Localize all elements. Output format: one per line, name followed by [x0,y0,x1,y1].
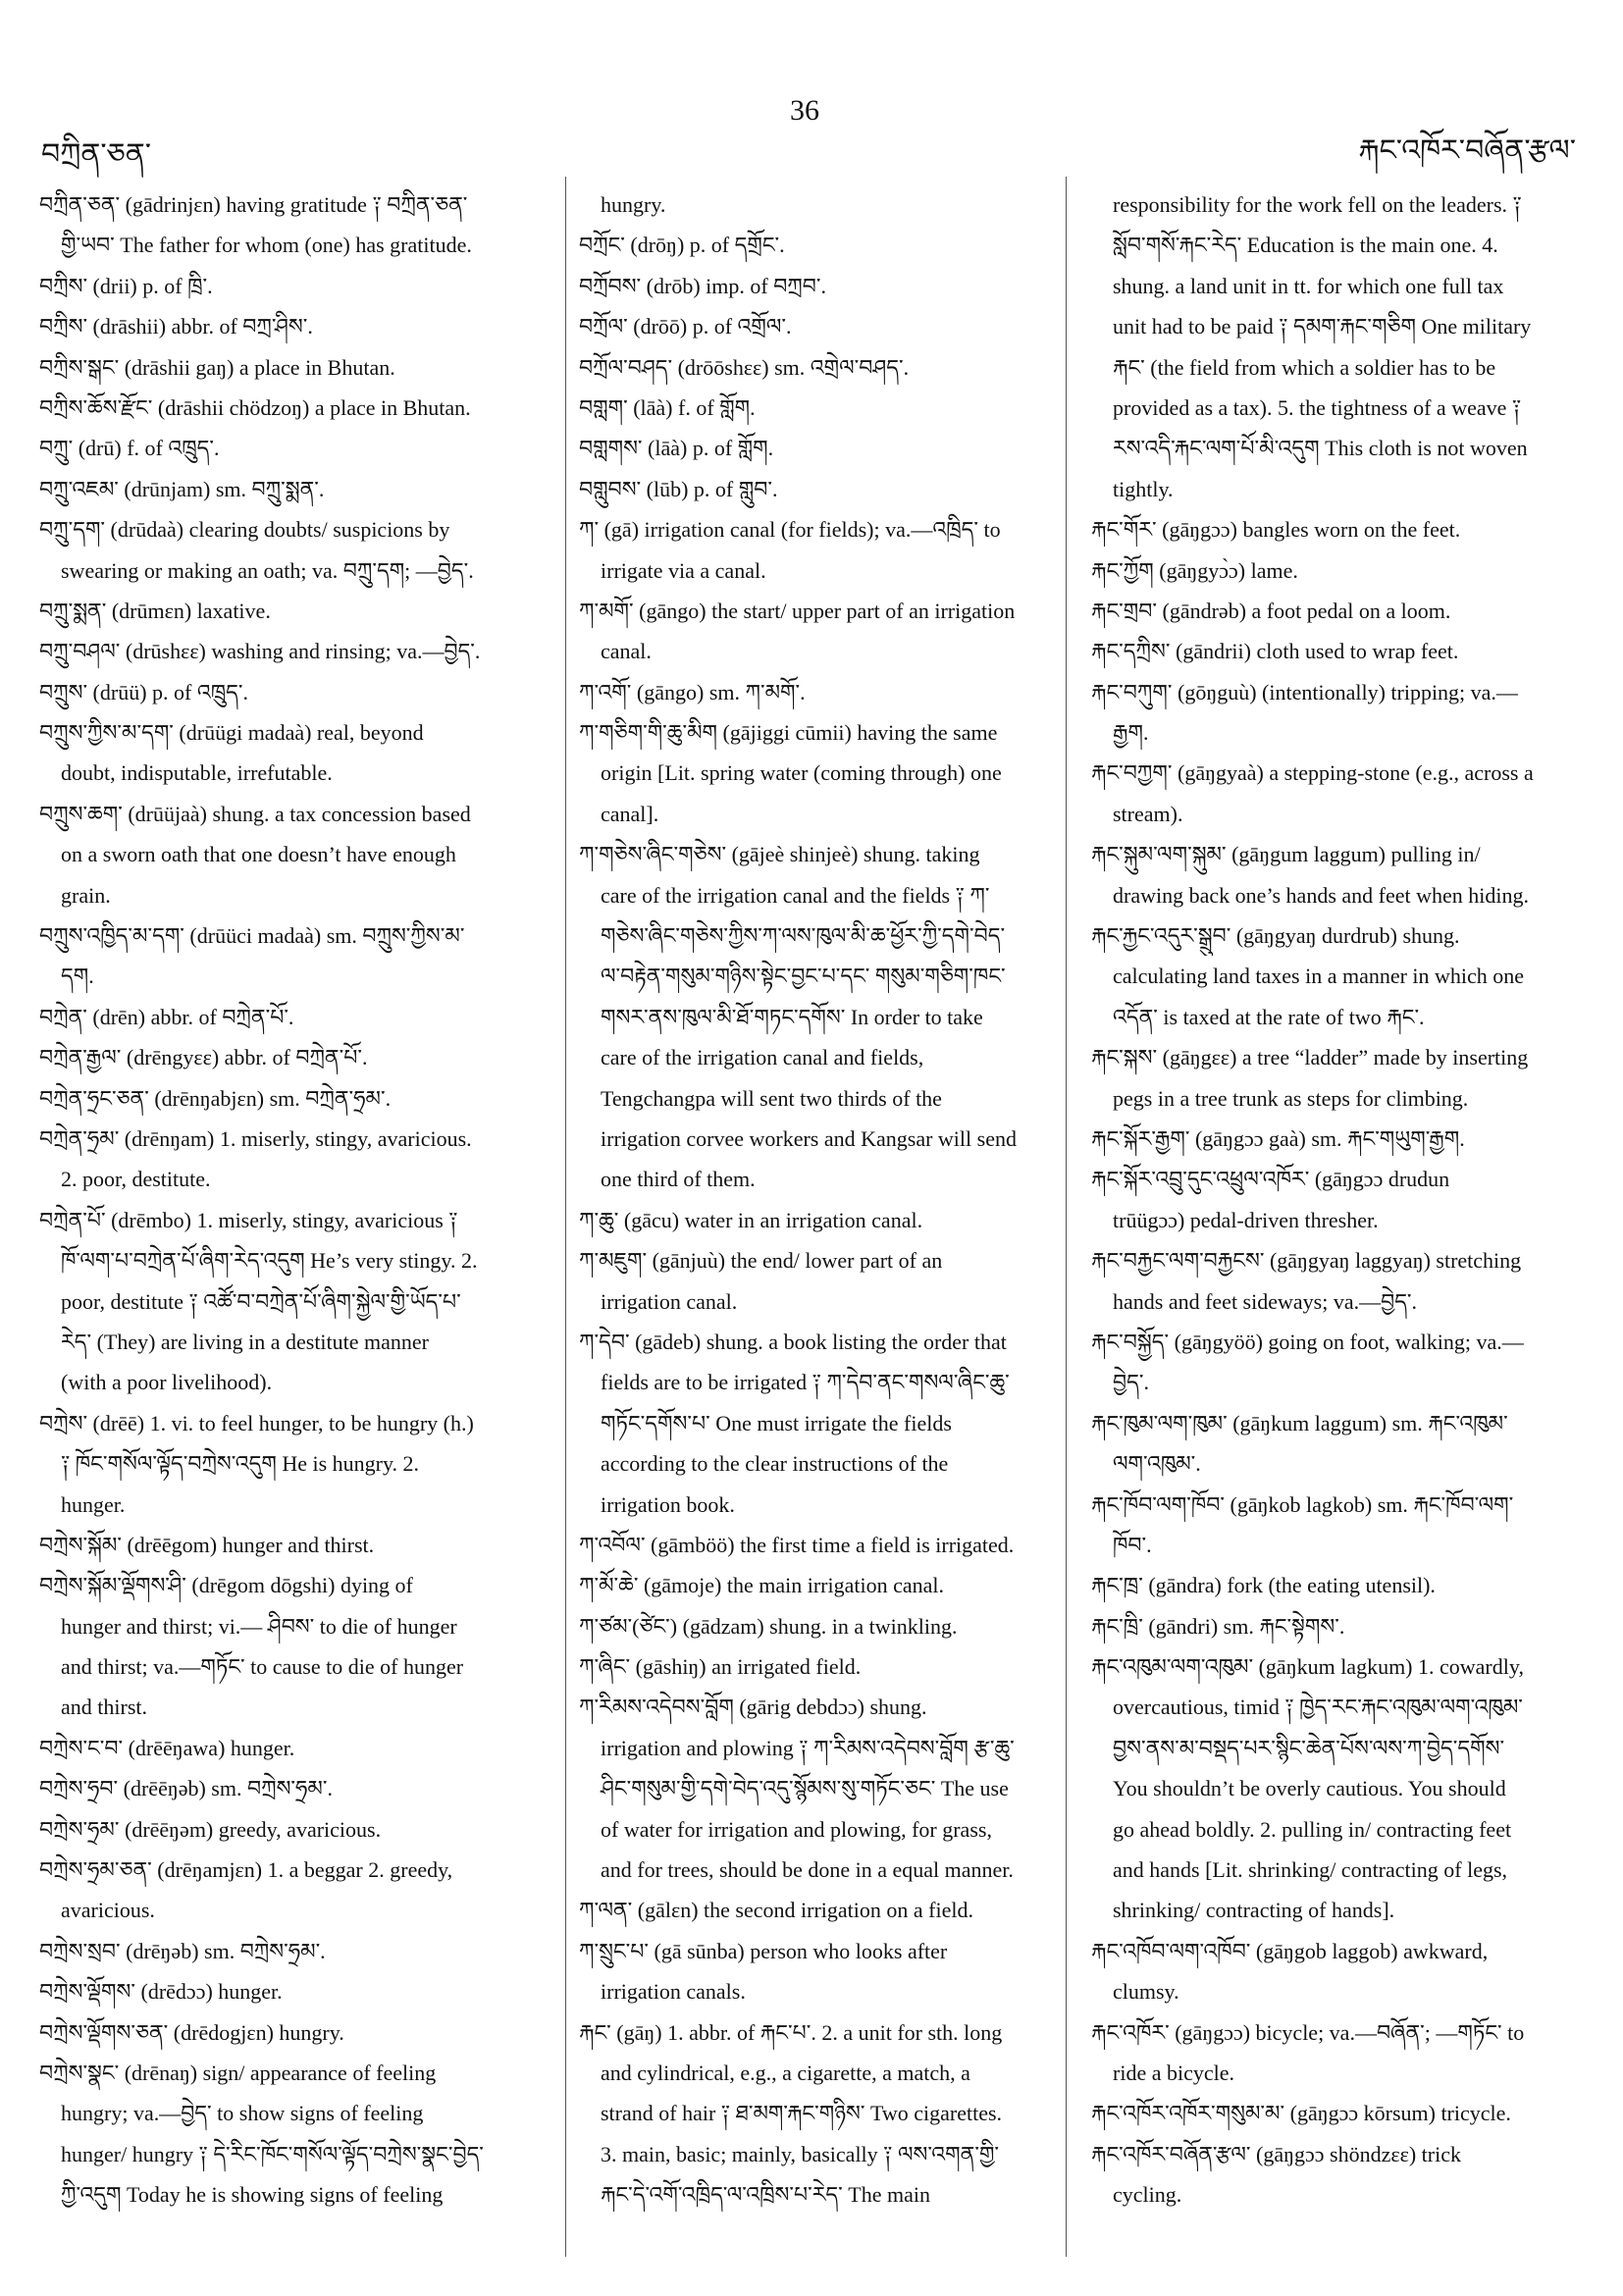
dictionary-line: རས་འདི་རྐང་ལག་པོ་མི་འདུག This cloth is not woven [1113,436,1528,461]
dictionary-line: བཀྲེས་ལྡོགས་ཅན་ (drēdogjɛn) hungry. [39,2019,344,2045]
dictionary-line: བཀྲུ་དག་ (drūdaà) clearing doubts/ suspicions by [39,517,450,543]
dictionary-line: ཀ་འགོ་ (gāngo) sm. ཀ་མགོ་. [579,679,806,704]
dictionary-line: poor, destitute ༑ འཚོ་བ་བཀྲེན་པོ་ཞིག་སྐྱེལ་གྱི་ཡོད་པ་ [61,1288,461,1314]
dictionary-line: fields are to be irrigated ༑ ཀ་དེབ་ནང་གསལ་ཞིང་ཆུ་ [601,1370,1010,1395]
dictionary-line: རྐང་དེ་འགོ་འཁྲིད་ལ་འཁྲིས་པ་རེད་ The main [601,2182,930,2208]
dictionary-line: རྐང་འཁོར་བཞོན་རྩལ་ (gāŋgɔɔ shöndzɛɛ) trick [1091,2141,1461,2166]
column-divider [565,177,566,2257]
dictionary-line: ལ་བརྟེན་གསུམ་གཉིས་སྟེང་བྱང་པ་དང་ གསུམ་གཅིག་ཁང་ [601,964,1006,989]
dictionary-line: བཀྲིས་ (drii) p. of ཁྲི་. [39,273,213,298]
dictionary-line: ride a bicycle. [1113,2060,1234,2085]
dictionary-line: cycling. [1113,2182,1182,2208]
dictionary-line: ཀ་ (gā) irrigation canal (for fields); va.—འཁྲིད་ to [579,517,1001,543]
dictionary-line: swearing or making an oath; va. བཀྲུ་དག; —བྱེད་. [61,557,474,583]
dictionary-line: རྐང་ཁྲི་ (gāndri) sm. རྐང་སྟེགས་. [1091,1613,1345,1639]
dictionary-line: on a sworn oath that one doesn’t have enough [61,842,456,867]
dictionary-line: origin [Lit. spring water (coming through) one [601,760,1002,786]
dictionary-line: shung. a land unit in tt. for which one full tax [1113,273,1504,298]
dictionary-line: hands and feet sideways; va.—བྱེད་. [1113,1288,1418,1314]
dictionary-line: and thirst. [61,1695,147,1720]
dictionary-line: ཀ་གཅིག་གི་ཆུ་མིག (gājiggi cūmii) having the same [579,720,998,746]
dictionary-line: provided as a tax). 5. the tightness of a weave ༑ [1113,394,1522,420]
dictionary-line: རྐང་སྐུམ་ལག་སྐུམ་ (gāŋgum laggum) pulling in/ [1091,842,1481,867]
dictionary-line: care of the irrigation canal and fields, [601,1045,924,1070]
dictionary-line: ཤིང་གསུམ་གྱི་དགེ་བེད་འདུ་སྙོམས་སུ་གཏོང་ཅང་ The use [601,1776,1009,1801]
dictionary-line: hungry; va.—བྱེད་ to show signs of feeling [61,2101,424,2126]
dictionary-line: irrigation canals. [601,1979,746,2005]
page-number: 36 [790,94,819,127]
dictionary-line: བཀྲེན་ཧྲམ་ (drēnŋam) 1. miserly, stingy, avaricious. [39,1125,472,1151]
dictionary-line: hungry. [601,192,666,217]
dictionary-line: (with a poor livelihood). [61,1370,273,1395]
dictionary-line: རྐང་བརྐྱང་ལག་བརྐྱངས་ (gāŋgyaŋ laggyaŋ) stretching [1091,1248,1522,1274]
dictionary-line: ཀ་འབོལ་ (gāmböö) the first time a field is irrigated. [579,1532,1015,1557]
dictionary-line: རྐང་གོར་ (gāŋgɔɔ) bangles worn on the feet. [1091,517,1461,543]
dictionary-line: རྐང་སྐས་ (gāŋgɛɛ) a tree “ladder” made by inserting [1091,1045,1529,1070]
dictionary-line: བཀྲེན་རྒྱལ་ (drēngyɛɛ) abbr. of བཀྲེན་པོ་. [39,1045,368,1070]
dictionary-line: བགླག་ (lāà) f. of གློག. [579,394,756,420]
dictionary-line: རྐང་འཁོབ་ལག་འཁོབ་ (gāŋgob laggob) awkward, [1091,1938,1489,1963]
dictionary-line: strand of hair ༑ ཐ་མག་རྐང་གཉིས་ Two cigarettes. [601,2101,1003,2126]
dictionary-line: irrigation and plowing ༑ ཀ་རིམས་འདེབས་བློག རྩ་ཆུ་ [601,1735,1015,1760]
dictionary-line: of water for irrigation and plowing, for grass, [601,1816,992,1842]
dictionary-line: stream). [1113,801,1183,826]
dictionary-line: བཀྲིན་ཅན་ (gādrinjɛn) having gratitude ༑ བཀྲིན་ཅན་ [39,192,468,217]
dictionary-line: བཀྲོལ་བཤད་ (drōōshɛɛ) sm. འགྲེལ་བཤད་. [579,354,910,380]
dictionary-line: go ahead boldly. 2. pulling in/ contracting feet [1113,1816,1512,1842]
dictionary-line: avaricious. [61,1898,155,1923]
dictionary-line: གྱི་ཡབ་ The father for whom (one) has gratitude. [61,233,472,258]
dictionary-line: unit had to be paid ༑ དམག་རྐང་གཅིག One military [1113,314,1532,339]
dictionary-line: irrigation canal. [601,1288,738,1314]
dictionary-line: trūügɔɔ) pedal-driven thresher. [1113,1207,1379,1232]
dictionary-line: hunger. [61,1491,126,1517]
dictionary-line: དག. [61,964,94,989]
dictionary-line: རྐང་ཁྲ་ (gāndra) fork (the eating utensil). [1091,1573,1436,1598]
dictionary-line: རེད་ (They) are living in a destitute manner [61,1329,429,1354]
dictionary-line: བཀྲེས་ང་བ་ (drēēŋawa) hunger. [39,1735,295,1760]
dictionary-line: བཀྲུ་བཤལ་ (drūshɛɛ) washing and rinsing; va.—བྱེད་. [39,639,481,664]
dictionary-line: རྐང་རྐྱང་འདུར་སྒྲུབ་ (gāŋgyaŋ durdrub) shung. [1091,923,1460,949]
dictionary-line: irrigation book. [601,1491,735,1517]
dictionary-line: according to the clear instructions of the [601,1451,949,1477]
dictionary-line: ཀ་གཅེས་ཞིང་གཅེས་ (gājeè shinjeè) shung. taking [579,842,980,867]
dictionary-line: ཁོབ་. [1113,1532,1152,1557]
dictionary-line: བཀྲེས་ཧྲབ་ (drēēŋəb) sm. བཀྲེས་ཧྲམ་. [39,1776,333,1801]
dictionary-line: and hands [Lit. shrinking/ contracting of legs, [1113,1857,1508,1883]
dictionary-line: calculating land taxes in a manner in which one [1113,964,1525,989]
dictionary-line: གཅེས་ཞིང་གཅེས་ཀྱིས་ཀ་ལས་ཁུལ་མི་ཆ་ཕྱོར་ཀྱི་དགེ་བེད་ [601,923,1006,949]
dictionary-line: བཀྲིས་ཆོས་རྫོང་ (drāshii chödzoŋ) a place in Bhutan. [39,394,471,420]
dictionary-line: བཀྲེས་ལྡོགས་ (drēdɔɔ) hunger. [39,1979,283,2005]
dictionary-line: ཀ་མགོ་ (gāngo) the start/ upper part of an irrigation [579,598,1016,623]
dictionary-line: རྐང་བསྐྱོད་ (gāŋgyöö) going on foot, walking; va.— [1091,1329,1524,1354]
dictionary-line: བཀྲོབས་ (drōb) imp. of བཀྲབ་. [579,273,827,298]
dictionary-line: བཀྲེས་ཧྲམ་ (drēēŋəm) greedy, avaricious. [39,1816,382,1842]
dictionary-line: ཀ་སྲུང་པ་ (gā sūnba) person who looks after [579,1938,948,1963]
dictionary-line: responsibility for the work fell on the leaders. ༑ [1113,192,1522,217]
dictionary-line: བཀྲུ་འཇམ་ (drūnjam) sm. བཀྲུ་སྨན་. [39,476,325,501]
dictionary-line: རྐང་ཁུམ་ལག་ཁུམ་ (gāŋkum laggum) sm. རྐང་འཁུམ་ [1091,1410,1508,1435]
dictionary-line: བཀྲིས་སྒང་ (drāshii gaŋ) a place in Bhutan. [39,354,395,380]
dictionary-line: གཏོང་དགོས་པ་ One must irrigate the fields [601,1410,952,1435]
dictionary-line: ཀ་རིམས་འདེབས་བློག (gārig debdɔɔ) shung. [579,1695,927,1720]
page-header [0,94,1623,172]
dictionary-line: བཀྲུ་ (drū) f. of འཁྲུད་. [39,436,220,461]
dictionary-line: hunger and thirst; vi.— ཤིབས་ to die of hunger [61,1613,457,1639]
dictionary-line: canal]. [601,801,659,826]
dictionary-line: རྐང་བཀྱག་ (gāŋgyaà) a stepping-stone (e.g., across a [1091,760,1534,786]
dictionary-line: བཀྲེས་སྐོམ་ལྡོགས་ཤི་ (drēgom dōgshi) dying of [39,1573,413,1598]
dictionary-line: རྐང་སྐོར་རྒྱག་ (gāŋgɔɔ gaà) sm. རྐང་གཡུག་རྒྱག. [1091,1125,1465,1151]
dictionary-line: grain. [61,882,111,908]
dictionary-line: pegs in a tree trunk as steps for climbing. [1113,1085,1469,1111]
dictionary-line: ༑ ཁོང་གསོལ་ལྟོད་བཀྲེས་འདུག He is hungry. 2. [61,1451,420,1477]
dictionary-line: བཀྲེས་སྣང་ (drēnaŋ) sign/ appearance of feeling [39,2060,437,2085]
dictionary-line: བཀྲེས་སྐོམ་ (drēēgom) hunger and thirst. [39,1532,375,1557]
dictionary-line: ཀ་ཆུ་ (gācu) water in an irrigation canal. [579,1207,923,1232]
dictionary-line: doubt, indisputable, irrefutable. [61,760,333,786]
dictionary-line: and for trees, should be done in a equal manner. [601,1857,1014,1883]
dictionary-line: བཀྲུས་ (drūü) p. of འཁྲུད་. [39,679,248,704]
dictionary-line: བགླགས་ (lāà) p. of གློག. [579,436,774,461]
dictionary-line: 2. poor, destitute. [61,1167,211,1192]
column-1 [39,184,557,2265]
dictionary-line: བཀྲེས་ཧྲམ་ཅན་ (drēŋamjɛn) 1. a beggar 2. greedy, [39,1857,453,1883]
dictionary-line: clumsy. [1113,1979,1179,2005]
dictionary-line: ཀ་མཇུག་ (gānjuù) the end/ lower part of an [579,1248,943,1274]
dictionary-line: བཀྲོང་ (drōŋ) p. of དགྲོང་. [579,233,785,258]
column-3 [1091,184,1590,2265]
dictionary-line: 3. main, basic; mainly, basically ༑ ལས་འགན་གྱི་ [601,2141,1000,2166]
dictionary-line: བཀྲིས་ (drāshii) abbr. of བཀྲ་ཤིས་. [39,314,313,339]
dictionary-line: ལག་འཁུམ་. [1113,1451,1201,1477]
dictionary-line: རྐང་དཀྲིས་ (gāndrii) cloth used to wrap feet. [1091,639,1459,664]
dictionary-line: རྐང་འཁུམ་ལག་འཁུམ་ (gāŋkum lagkum) 1. cowardly, [1091,1654,1524,1680]
dictionary-line: ཀ་མོ་ཆེ་ (gāmoje) the main irrigation canal. [579,1573,945,1598]
dictionary-line: one third of them. [601,1167,756,1192]
dictionary-line: བཀྲོལ་ (drōō) p. of འགྲོལ་. [579,314,792,339]
dictionary-line: བཀྲེས་སྲབ་ (drēŋəb) sm. བཀྲེས་ཧྲམ་. [39,1938,326,1963]
dictionary-line: བཀྲུ་སྨན་ (drūmɛn) laxative. [39,598,271,623]
dictionary-line: ཀྱི་འདུག Today he is showing signs of feeling [61,2182,444,2208]
dictionary-line: བཀྲུས་ཆག་ (drūüjaà) shung. a tax concession based [39,801,471,826]
dictionary-line: བཀྲེན་ཧྲང་ཅན་ (drēnŋabjɛn) sm. བཀྲེན་ཧྲམ་. [39,1085,392,1111]
dictionary-line: ཀ་དེབ་ (gādeb) shung. a book listing the order that [579,1329,1007,1354]
dictionary-line: བཀྲེན་ (drēn) abbr. of བཀྲེན་པོ་. [39,1004,294,1029]
dictionary-line: canal. [601,639,652,664]
dictionary-line: རྐང་བཀུག་ (gōŋguù) (intentionally) tripping; va.— [1091,679,1518,704]
dictionary-line: བཀྲུས་འཁྱིད་མ་དག་ (drūüci madaà) sm. བཀྲུས་ཀྱིས་མ་ [39,923,465,949]
dictionary-line: རྐང་གྲབ་ (gāndrəb) a foot pedal on a loom. [1091,598,1451,623]
dictionary-line: care of the irrigation canal and the fields ༑ ཀ་ [601,882,990,908]
dictionary-line: རྐང་ (the field from which a soldier has to be [1113,354,1496,380]
dictionary-line: drawing back one’s hands and feet when hiding. [1113,882,1529,908]
column-2 [579,184,1044,2265]
dictionary-line: ཁོ་ལག་པ་བཀྲེན་པོ་ཞིག་རེད་འདུག He’s very stingy. 2. [61,1248,478,1274]
dictionary-line: འདོན་ is taxed at the rate of two རྐང་. [1113,1004,1425,1029]
dictionary-line: རྒྱག. [1113,720,1149,746]
dictionary-line: shrinking/ contracting of hands]. [1113,1898,1395,1923]
dictionary-line: བཀྲེན་པོ་ (drēmbo) 1. miserly, stingy, avaricious ༑ [39,1207,458,1232]
dictionary-line: བྱས་ནས་མ་བསྡད་པར་སྙིང་ཆེན་པོས་ལས་ཀ་བྱེད་དགོས་ [1113,1735,1505,1760]
dictionary-line: རྐང་འཁོར་ (gāŋgɔɔ) bicycle; va.—བཞོན་; —གཏོང་ to [1091,2019,1525,2045]
dictionary-line: ཀ་ལན་ (gālɛn) the second irrigation on a field. [579,1898,973,1923]
dictionary-line: and thirst; va.—གཏོང་ to cause to die of hunger [61,1654,464,1680]
column-divider [1066,177,1067,2257]
dictionary-line: བྱེད་. [1113,1370,1149,1395]
dictionary-line: You shouldn’t be overly cautious. You should [1113,1776,1506,1801]
dictionary-line: སློབ་གསོ་རྐང་རེད་ Education is the main one. 4. [1113,233,1498,258]
dictionary-line: irrigation corvee workers and Kangsar will send [601,1125,1017,1151]
dictionary-line: and cylindrical, e.g., a cigarette, a match, a [601,2060,970,2085]
dictionary-line: ཀ་ཙམ་(ཙེང་) (gādzam) shung. in a twinkling. [579,1613,958,1639]
running-head-right: རྐང་འཁོར་བཞོན་རྩལ་ [1358,133,1576,168]
dictionary-line: གསར་ནས་ཁུལ་མི་ཐོ་གཏང་དགོས་ In order to take [601,1004,983,1029]
dictionary-line: རྐང་ (gāŋ) 1. abbr. of རྐང་པ་. 2. a unit for sth. long [579,2019,1003,2045]
dictionary-line: བཀྲེས་ (drēē) 1. vi. to feel hunger, to be hungry (h.) [39,1410,474,1435]
dictionary-line: རྐང་འཁོར་འཁོར་གསུམ་མ་ (gāŋgɔɔ kōrsum) tricycle. [1091,2101,1511,2126]
dictionary-line: བཀྲུས་ཀྱིས་མ་དག་ (drūügi madaà) real, beyond [39,720,424,746]
dictionary-line: Tengchangpa will sent two thirds of the [601,1085,942,1111]
dictionary-line: hunger/ hungry ༑ དེ་རིང་ཁོང་གསོལ་ལྟོད་བཀྲེས་སྣང་བྱེད་ [61,2141,484,2166]
dictionary-line: རྐང་ཀྱོག (gāŋgyɔ̀ɔ) lame. [1091,557,1298,583]
dictionary-line: ཀ་ཞིང་ (gāshiŋ) an irrigated field. [579,1654,862,1680]
dictionary-line: བགླུབས་ (lūb) p. of གླུབ་. [579,476,778,501]
dictionary-line: tightly. [1113,476,1174,501]
running-head-left: བཀྲིན་ཅན་ [41,137,152,172]
dictionary-line: རྐང་སྐོར་འབྲུ་དུང་འཕྲུལ་འཁོར་ (gāŋgɔɔ drudun [1091,1167,1450,1192]
dictionary-line: overcautious, timid ༑ ཁྱེད་རང་རྐང་འཁུམ་ལག་འཁུམ་ [1113,1695,1523,1720]
dictionary-line: རྐང་ཁོབ་ལག་ཁོབ་ (gāŋkob lagkob) sm. རྐང་ཁོབ་ལག་ [1091,1491,1514,1517]
dictionary-line: irrigate via a canal. [601,557,766,583]
